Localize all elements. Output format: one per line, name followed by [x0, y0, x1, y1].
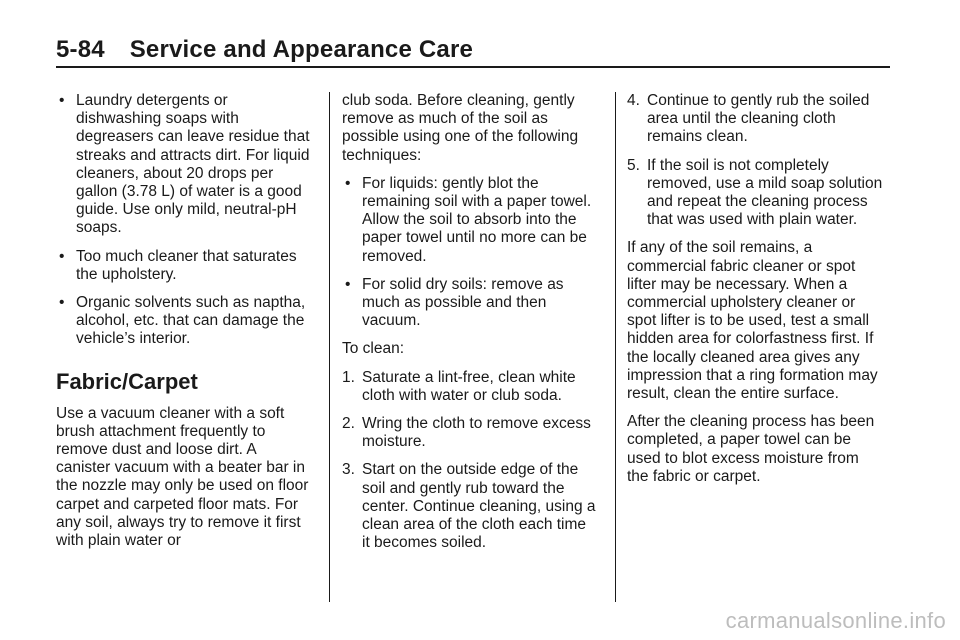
- body-paragraph: After the cleaning process has been completed, a paper towel can be used to blot excess moisture from the fabric or carpet.: [627, 413, 875, 485]
- bullet-text: Too much cleaner that saturates the upholstery.: [76, 247, 297, 283]
- column-divider-2: [615, 92, 616, 602]
- bullet-icon: •: [59, 294, 65, 312]
- body-paragraph: If any of the soil remains, a commercial fabric cleaner or spot lifter may be necessary. When a commercial upholstery cleaner or spot lifter is to be used, test a small hidden area for colorfastness first. If the locally cleaned area gives any impression that a ring formation may result, clean the entire surface.: [627, 239, 878, 403]
- step-item: [342, 369, 598, 405]
- bullet-text: For liquids: gently blot the remaining soil with a paper towel. Allow the soil to absorb into the paper towel until no more can be removed.: [362, 174, 592, 265]
- page-header: [56, 36, 473, 64]
- bullet-icon: •: [345, 275, 351, 293]
- bullet-item: [342, 276, 598, 331]
- step-number: 2.: [342, 415, 355, 433]
- bullet-item: [342, 175, 598, 266]
- step-number: 3.: [342, 461, 355, 479]
- step-number: 1.: [342, 368, 355, 386]
- column-divider-1: [329, 92, 330, 602]
- step-number: 4.: [627, 92, 640, 109]
- bullet-text: For solid dry soils: remove as much as possible and then vacuum.: [362, 275, 564, 330]
- watermark: carmanualsonline.info: [725, 608, 946, 633]
- step-item: [627, 157, 883, 230]
- step-number: 5.: [627, 156, 640, 174]
- page-number: 5-84: [56, 36, 105, 63]
- column-3: [627, 92, 883, 496]
- bullet-icon: •: [59, 247, 65, 265]
- page-title: Service and Appearance Care: [129, 36, 474, 63]
- body-paragraph: club soda. Before cleaning, gently remove as much of the soil as possible using one of the following techniques:: [342, 92, 579, 164]
- column-2: [342, 92, 598, 562]
- bullet-icon: •: [59, 92, 65, 109]
- bullet-icon: •: [345, 174, 351, 192]
- bullet-text: Laundry detergents or dishwashing soaps with degreasers can leave residue that streaks and attracts dirt. For liquid cleaners, about 20 drops per gallon (3.78 L) of water is a good guide. Use only mild, neutral-pH soaps.: [76, 92, 310, 237]
- section-title: Fabric/Carpet: [56, 368, 198, 394]
- step-text: If the soil is not completely removed, use a mild soap solution and repeat the cleaning process that was used with plain water.: [647, 156, 883, 229]
- bullet-item: [56, 92, 312, 238]
- body-paragraph: To clean:: [342, 340, 405, 358]
- step-item: [342, 415, 598, 451]
- header-rule: [56, 66, 890, 68]
- step-text: Continue to gently rub the soiled area until the cleaning cloth remains clean.: [647, 92, 870, 146]
- step-item: [627, 92, 883, 147]
- bullet-item: [56, 248, 312, 284]
- column-1: [56, 92, 312, 560]
- step-item: [342, 461, 598, 552]
- body-paragraph: Use a vacuum cleaner with a soft brush attachment frequently to remove dust and loose dirt. A canister vacuum with a beater bar in the nozzle may only be used on floor carpet and carpeted floor mats. For any soil, always try to remove it first with plain water or: [56, 404, 309, 550]
- bullet-text: Organic solvents such as naptha, alcohol, etc. that can damage the vehicle’s interior.: [76, 294, 306, 348]
- step-text: Wring the cloth to remove excess moisture.: [362, 415, 591, 451]
- step-text: Saturate a lint-free, clean white cloth with water or club soda.: [362, 368, 576, 404]
- bullet-item: [56, 294, 312, 349]
- step-text: Start on the outside edge of the soil and gently rub toward the center. Continue cleaning, using a clean area of the cloth each time it becomes soiled.: [362, 461, 596, 552]
